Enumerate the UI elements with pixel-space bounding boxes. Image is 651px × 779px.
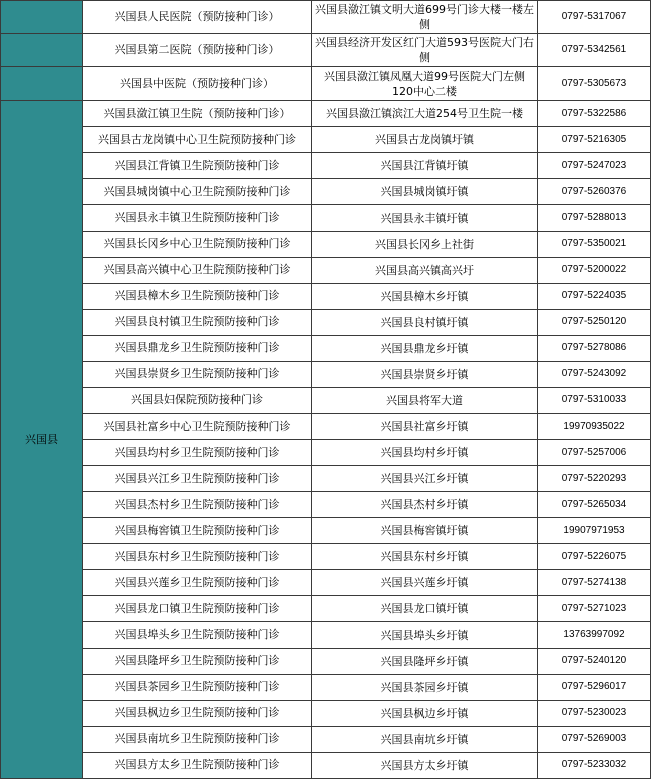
county-cell-fill [1,1,83,34]
clinic-phone-cell: 0797-5200022 [538,257,651,283]
clinic-phone-cell: 0797-5243092 [538,361,651,387]
clinic-address-cell: 兴国县江背镇圩镇 [312,153,538,179]
clinic-address-cell: 兴国县社富乡圩镇 [312,413,538,439]
table-row [1,413,651,439]
clinic-name-cell: 兴国县隆坪乡卫生院预防接种门诊 [83,648,312,674]
clinic-address-cell: 兴国县经济开发区红门大道593号医院大门右侧 [312,34,538,67]
clinic-name-cell: 兴国县崇贤乡卫生院预防接种门诊 [83,361,312,387]
table-row [1,518,651,544]
clinic-phone-cell: 0797-5230023 [538,700,651,726]
table-row [1,544,651,570]
table-row [1,127,651,153]
clinic-address-cell: 兴国县永丰镇圩镇 [312,205,538,231]
clinic-address-cell: 兴国县东村乡圩镇 [312,544,538,570]
clinic-address-cell: 兴国县杰村乡圩镇 [312,492,538,518]
clinic-phone-cell: 0797-5216305 [538,127,651,153]
clinic-name-cell: 兴国县社富乡中心卫生院预防接种门诊 [83,413,312,439]
clinic-address-cell: 兴国县崇贤乡圩镇 [312,361,538,387]
clinic-name-cell: 兴国县方太乡卫生院预防接种门诊 [83,752,312,778]
clinic-phone-cell: 13763997092 [538,622,651,648]
clinic-address-cell: 兴国县茶园乡圩镇 [312,674,538,700]
clinic-name-cell: 兴国县江背镇卫生院预防接种门诊 [83,153,312,179]
clinic-phone-cell: 0797-5271023 [538,596,651,622]
clinic-name-cell: 兴国县城岗镇中心卫生院预防接种门诊 [83,179,312,205]
clinic-phone-cell: 0797-5278086 [538,335,651,361]
clinic-name-cell: 兴国县良村镇卫生院预防接种门诊 [83,309,312,335]
clinic-name-cell: 兴国县中医院（预防接种门诊） [83,67,312,101]
table-row [1,752,651,778]
clinic-address-cell: 兴国县潋江镇文明大道699号门诊大楼一楼左侧 [312,1,538,34]
table-body [1,1,651,779]
table-row [1,179,651,205]
clinic-phone-cell: 0797-5265034 [538,492,651,518]
clinic-name-cell: 兴国县永丰镇卫生院预防接种门诊 [83,205,312,231]
clinic-address-cell: 兴国县将军大道 [312,387,538,413]
clinic-name-cell: 兴国县龙口镇卫生院预防接种门诊 [83,596,312,622]
clinic-phone-cell: 0797-5269003 [538,726,651,752]
clinic-address-cell: 兴国县高兴镇高兴圩 [312,257,538,283]
table-row [1,570,651,596]
table-row [1,361,651,387]
county-cell-fill [1,67,83,101]
clinic-address-cell: 兴国县樟木乡圩镇 [312,283,538,309]
clinic-name-cell: 兴国县鼎龙乡卫生院预防接种门诊 [83,335,312,361]
clinic-address-cell: 兴国县龙口镇圩镇 [312,596,538,622]
clinic-address-cell: 兴国县隆坪乡圩镇 [312,648,538,674]
table-row [1,726,651,752]
table-row [1,335,651,361]
clinic-address-cell: 兴国县兴江乡圩镇 [312,466,538,492]
table-row [1,101,651,127]
clinic-name-cell: 兴国县均村乡卫生院预防接种门诊 [83,440,312,466]
clinic-phone-cell: 0797-5240120 [538,648,651,674]
clinic-phone-cell: 0797-5322586 [538,101,651,127]
clinic-phone-cell: 0797-5260376 [538,179,651,205]
county-name-cell: 兴国县 [1,101,83,779]
table-row [1,466,651,492]
clinic-name-cell: 兴国县杰村乡卫生院预防接种门诊 [83,492,312,518]
clinic-address-cell: 兴国县兴莲乡圩镇 [312,570,538,596]
table-row [1,34,651,67]
clinic-name-cell: 兴国县枫边乡卫生院预防接种门诊 [83,700,312,726]
clinic-address-cell: 兴国县南坑乡圩镇 [312,726,538,752]
table-row [1,67,651,101]
clinic-phone-cell: 0797-5274138 [538,570,651,596]
table-row [1,309,651,335]
table-row [1,1,651,34]
clinic-name-cell: 兴国县梅窖镇卫生院预防接种门诊 [83,518,312,544]
clinic-name-cell: 兴国县长冈乡中心卫生院预防接种门诊 [83,231,312,257]
clinic-phone-cell: 0797-5305673 [538,67,651,101]
clinic-address-cell: 兴国县古龙岗镇圩镇 [312,127,538,153]
table-row [1,492,651,518]
table-row [1,205,651,231]
clinic-address-cell: 兴国县潋江镇滨江大道254号卫生院一楼 [312,101,538,127]
clinic-phone-cell: 0797-5220293 [538,466,651,492]
table-row [1,257,651,283]
clinic-phone-cell: 0797-5288013 [538,205,651,231]
table-row [1,387,651,413]
clinic-phone-cell: 0797-5342561 [538,34,651,67]
clinic-phone-cell: 19907971953 [538,518,651,544]
table-row [1,674,651,700]
clinic-phone-cell: 0797-5233032 [538,752,651,778]
clinic-address-cell: 兴国县鼎龙乡圩镇 [312,335,538,361]
table-row [1,231,651,257]
clinic-name-cell: 兴国县兴莲乡卫生院预防接种门诊 [83,570,312,596]
clinic-name-cell: 兴国县人民医院（预防接种门诊） [83,1,312,34]
clinic-address-cell: 兴国县良村镇圩镇 [312,309,538,335]
clinic-name-cell: 兴国县樟木乡卫生院预防接种门诊 [83,283,312,309]
clinic-address-cell: 兴国县方太乡圩镇 [312,752,538,778]
county-cell-fill [1,34,83,67]
clinic-phone-cell: 0797-5317067 [538,1,651,34]
table-row [1,648,651,674]
clinic-name-cell: 兴国县古龙岗镇中心卫生院预防接种门诊 [83,127,312,153]
clinic-address-cell: 兴国县均村乡圩镇 [312,440,538,466]
clinic-address-cell: 兴国县枫边乡圩镇 [312,700,538,726]
clinic-phone-cell: 0797-5250120 [538,309,651,335]
clinic-name-cell: 兴国县高兴镇中心卫生院预防接种门诊 [83,257,312,283]
clinic-name-cell: 兴国县妇保院预防接种门诊 [83,387,312,413]
clinic-phone-cell: 0797-5310033 [538,387,651,413]
clinic-phone-cell: 0797-5296017 [538,674,651,700]
clinic-phone-cell: 0797-5247023 [538,153,651,179]
clinic-address-cell: 兴国县城岗镇圩镇 [312,179,538,205]
clinic-name-cell: 兴国县茶园乡卫生院预防接种门诊 [83,674,312,700]
table-row [1,440,651,466]
clinic-phone-cell: 0797-5257006 [538,440,651,466]
clinic-phone-cell: 19970935022 [538,413,651,439]
clinic-name-cell: 兴国县南坑乡卫生院预防接种门诊 [83,726,312,752]
clinic-address-cell: 兴国县埠头乡圩镇 [312,622,538,648]
clinic-name-cell: 兴国县第二医院（预防接种门诊） [83,34,312,67]
table-row [1,283,651,309]
clinic-phone-cell: 0797-5350021 [538,231,651,257]
clinic-name-cell: 兴国县潋江镇卫生院（预防接种门诊） [83,101,312,127]
table-row [1,596,651,622]
clinic-phone-cell: 0797-5226075 [538,544,651,570]
clinic-name-cell: 兴国县兴江乡卫生院预防接种门诊 [83,466,312,492]
table-row [1,622,651,648]
clinic-address-cell: 兴国县潋江镇凤凰大道99号医院大门左侧120中心二楼 [312,67,538,101]
clinic-address-cell: 兴国县梅窖镇圩镇 [312,518,538,544]
clinic-phone-cell: 0797-5224035 [538,283,651,309]
table-row [1,153,651,179]
clinic-address-cell: 兴国县长冈乡上社街 [312,231,538,257]
clinic-name-cell: 兴国县东村乡卫生院预防接种门诊 [83,544,312,570]
clinic-name-cell: 兴国县埠头乡卫生院预防接种门诊 [83,622,312,648]
table-row [1,700,651,726]
